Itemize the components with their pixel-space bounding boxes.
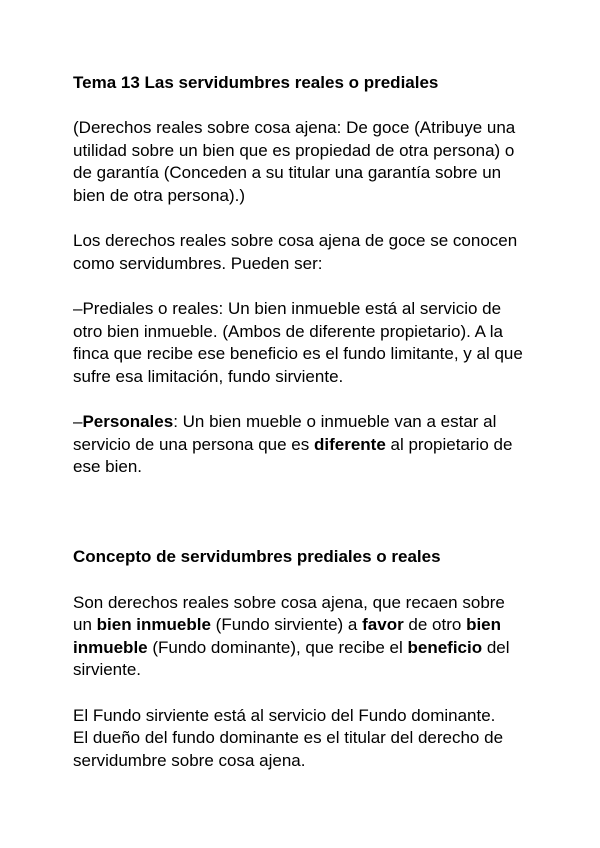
paragraph-prediales <box>73 298 573 388</box>
text-line: El Fundo sirviente está al servicio del Fundo dominante. <box>73 705 496 725</box>
text-line: –Prediales o reales: Un bien inmueble está al servicio de <box>73 298 502 318</box>
emphasis-text: beneficio <box>407 637 483 657</box>
emphasis-text: inmueble <box>73 637 148 657</box>
text-line: otro bien inmueble. (Ambos de diferente propietario). A la <box>73 321 503 341</box>
text-line: bien de otra persona).) <box>73 185 245 205</box>
emphasis-text: Personales <box>82 411 174 431</box>
text-line <box>73 411 573 434</box>
text-line: (Derechos reales sobre cosa ajena: De goce (Atribuye una <box>73 118 516 138</box>
text-run: (Fundo sirviente) a <box>210 615 363 635</box>
text-run: al propietario de <box>385 434 513 454</box>
text-line <box>73 434 573 457</box>
paragraph-fundo-sirviente <box>73 705 573 773</box>
paragraph-derechos-reales <box>73 117 573 207</box>
text-run: ese bien. <box>73 457 142 477</box>
text-line <box>73 637 573 660</box>
text-line: El dueño del fundo dominante es el titular del derecho de <box>73 728 504 748</box>
paragraph-goce <box>73 230 573 275</box>
text-line: servidumbre sobre cosa ajena. <box>73 750 306 770</box>
text-line: utilidad sobre un bien que es propiedad de otra persona) o <box>73 140 515 160</box>
text-run: servicio de una persona que es <box>73 434 314 454</box>
text-run: un <box>73 615 97 635</box>
section-title: Tema 13 Las servidumbres reales o prediales <box>73 73 439 92</box>
text-run: de otro <box>403 615 467 635</box>
section-servidumbres <box>73 72 573 479</box>
text-line <box>73 456 573 479</box>
text-line: Los derechos reales sobre cosa ajena de goce se conocen <box>73 231 518 251</box>
emphasis-text: diferente <box>314 434 386 454</box>
paragraph-personales <box>73 411 573 479</box>
text-line: finca que recibe ese beneficio es el fundo limitante, y al que <box>73 344 523 364</box>
text-run: – <box>73 411 83 431</box>
text-line <box>73 614 573 637</box>
emphasis-text: favor <box>362 615 404 635</box>
text-run: (Fundo dominante), que recibe el <box>147 637 408 657</box>
text-line: como servidumbres. Pueden ser: <box>73 253 323 273</box>
text-run: : Un bien mueble o inmueble van a estar al <box>173 411 497 431</box>
text-line: de garantía (Conceden a su titular una garantía sobre un <box>73 163 502 183</box>
section-concepto <box>73 546 573 772</box>
emphasis-text: bien inmueble <box>96 615 211 635</box>
document-body <box>73 72 573 772</box>
emphasis-text: bien <box>466 615 502 635</box>
section-title: Concepto de servidumbres prediales o reales <box>73 547 441 567</box>
text-line <box>73 659 573 682</box>
text-run: Son derechos reales sobre cosa ajena, que recaen sobre <box>73 592 505 612</box>
paragraph-definicion <box>73 592 573 682</box>
text-run: sirviente. <box>73 660 142 680</box>
text-run: del <box>482 637 510 657</box>
text-line: sufre esa limitación, fundo sirviente. <box>73 366 344 386</box>
text-line <box>73 592 573 615</box>
